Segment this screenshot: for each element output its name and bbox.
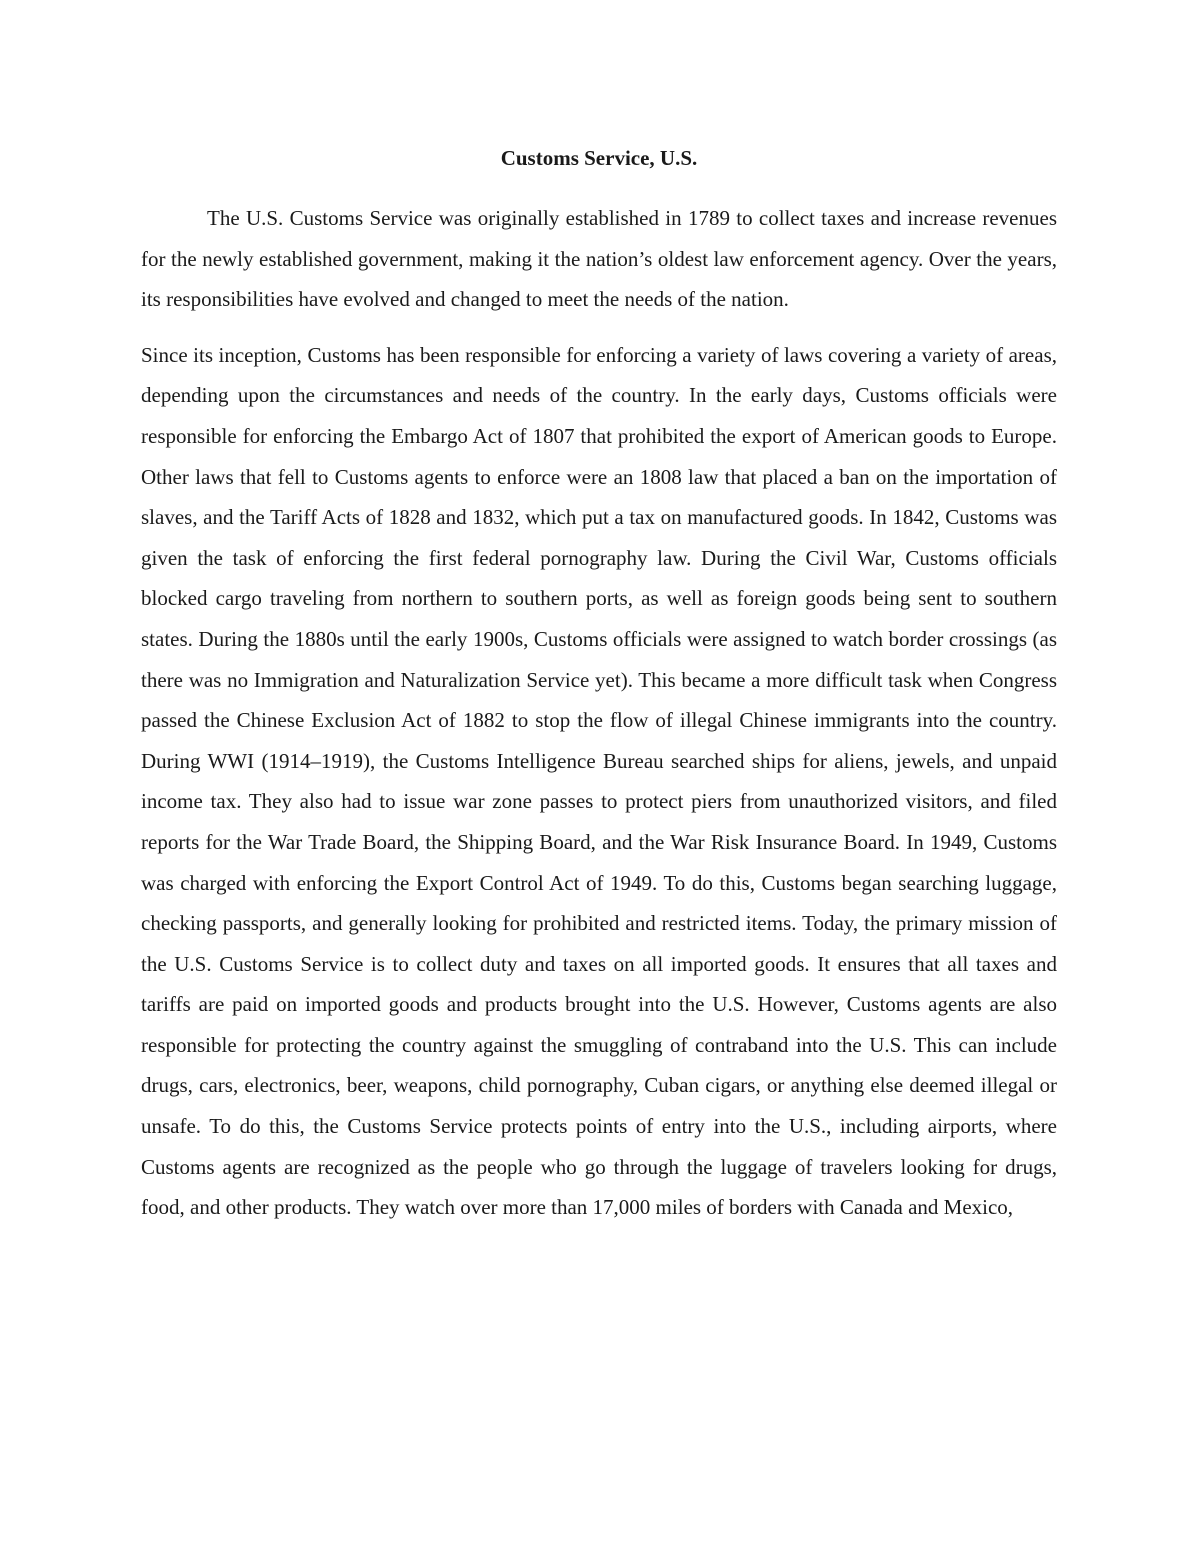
paragraph-history: Since its inception, Customs has been responsible for enforcing a variety of laws covering a variety of areas, depending upon the circumstances and needs of the country. In the early days, Customs officials were responsible for enforcing the Embargo Act of 1807 that prohibited the export of American goods to Europe. Other laws that fell to Customs agents to enforce were an 1808 law that placed a ban on the importation of slaves, and the Tariff Acts of 1828 and 1832, which put a tax on manufactured goods. In 1842, Customs was given the task of enforcing the first federal pornography law. During the Civil War, Customs officials blocked cargo traveling from northern to southern ports, as well as foreign goods being sent to southern states. During the 1880s until the early 1900s, Customs officials were assigned to watch border crossings (as there was no Immigration and Naturalization Service yet). This became a more difficult task when Congress passed the Chinese Exclusion Act of 1882 to stop the flow of illegal Chinese immigrants into the country. During WWI (1914–1919), the Customs Intelligence Bureau searched ships for aliens, jewels, and unpaid income tax. They also had to issue war zone passes to protect piers from unauthorized visitors, and filed reports for the War Trade Board, the Shipping Board, and the War Risk Insurance Board. In 1949, Customs was charged with enforcing the Export Control Act of 1949. To do this, Customs began searching luggage, checking passports, and generally looking for prohibited and restricted items. Today, the primary mission of the U.S. Customs Service is to collect duty and taxes on all imported goods. It ensures that all taxes and tariffs are paid on imported goods and products brought into the U.S. However, Customs agents are also responsible for protecting the country against the smuggling of contraband into the U.S. This can include drugs, cars, electronics, beer, weapons, child pornography, Cuban cigars, or anything else deemed illegal or unsafe. To do this, the Customs Service protects points of entry into the U.S., including airports, where Customs agents are recognized as the people who go through the luggage of travelers looking for drugs, food, and other products. They watch over more than 17,000 miles of borders with Canada and Mexico, bbox=[141, 342, 1057, 1220]
document-title: Customs Service, U.S. bbox=[500, 146, 698, 170]
document-body bbox=[141, 138, 1057, 1228]
paragraph-intro: The U.S. Customs Service was originally established in 1789 to collect taxes and increase revenues for the newly established government, making it the nation’s oldest law enforcement agency. Over the years, its responsibilities have evolved and changed to meet the needs of the nation. bbox=[141, 206, 1057, 312]
